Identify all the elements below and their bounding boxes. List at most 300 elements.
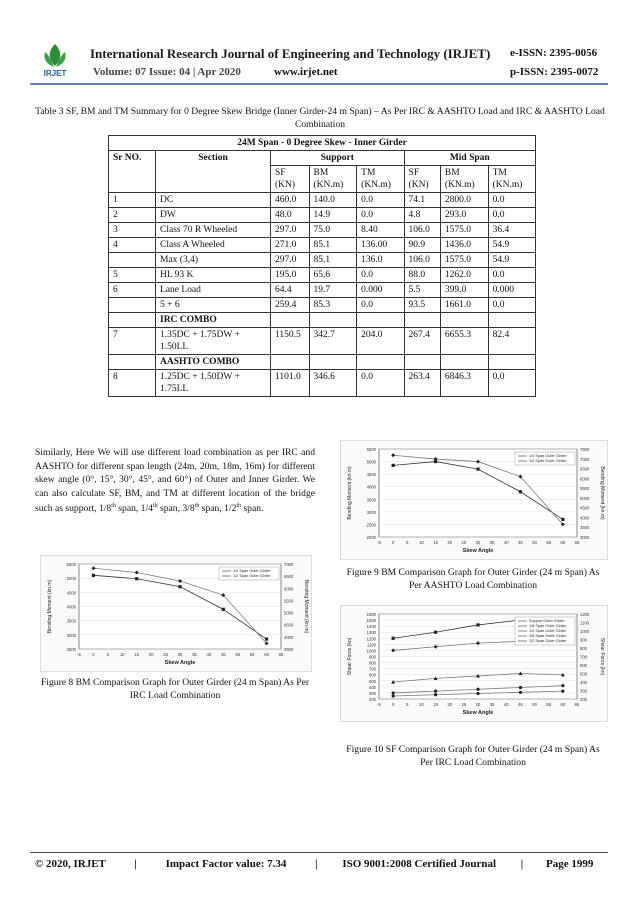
figure-8-chart	[41, 556, 311, 671]
table-group-row	[109, 313, 536, 328]
row-value: 399.0	[440, 283, 488, 298]
x-tick-label: 55	[546, 702, 552, 707]
y-tick-label: 3500	[66, 618, 76, 624]
y-tick-label: 4000	[366, 484, 376, 490]
row-value: 64.4	[271, 283, 310, 298]
row-value: 93.5	[404, 298, 440, 313]
row-value: 0.0	[488, 370, 535, 397]
y-axis-label: Bending Moment (kn.m)	[347, 466, 353, 520]
header-divider	[30, 83, 608, 85]
row-value: 82.4	[488, 328, 535, 355]
y-tick-label: 4500	[366, 472, 376, 478]
data-point	[434, 631, 437, 634]
table-header-row	[109, 151, 536, 166]
row-value: 1575.0	[440, 253, 488, 268]
subheader-cell: SF (KN)	[271, 166, 310, 193]
empty-cell	[440, 355, 488, 370]
y2-tick-label: 200	[580, 697, 587, 702]
row-section: DC	[156, 193, 271, 208]
row-section: 5 + 6	[156, 298, 271, 313]
row-value: 195.0	[271, 268, 310, 283]
para-text: span, 3/8	[157, 503, 195, 515]
row-value: 136.0	[357, 253, 404, 268]
legend-label: 1/8 Span Outer Girder	[529, 624, 567, 628]
x-tick-label: 40	[503, 540, 509, 545]
row-value: 36.4	[488, 223, 535, 238]
x-tick-label: 45	[220, 652, 226, 657]
row-srno: 7	[109, 328, 156, 355]
footer-page: Page 1999	[545, 858, 594, 870]
y2-tick-label: 1200	[580, 612, 590, 617]
row-value: 342.7	[309, 328, 357, 355]
empty-cell	[271, 313, 310, 328]
logo-text: IRJET	[43, 69, 67, 78]
data-point	[392, 694, 395, 697]
row-value: 54.9	[488, 238, 535, 253]
x-tick-label: 10	[419, 702, 424, 707]
row-value: 1150.5	[271, 328, 310, 355]
y-tick-label: 1600	[366, 612, 376, 617]
row-srno: 4	[109, 238, 156, 253]
row-value: 1262.0	[440, 268, 488, 283]
y2-tick-label: 3500	[580, 525, 590, 531]
row-value: 267.4	[404, 328, 440, 355]
data-point	[135, 577, 138, 580]
row-value: 0.0	[357, 208, 404, 223]
figure-8	[40, 555, 312, 672]
header-midspan: Mid Span	[404, 151, 535, 166]
x-tick-label: 0	[391, 702, 395, 707]
y-tick-label: 2000	[366, 535, 376, 540]
y2-tick-label: 4000	[580, 515, 590, 521]
row-value: 75.0	[309, 223, 357, 238]
y-tick-label: 700	[369, 666, 376, 672]
data-point	[561, 518, 564, 521]
para-text: span.	[241, 503, 264, 515]
row-section: Lane Load	[156, 283, 271, 298]
legend-label: 1/4 Span Outer Girder	[529, 629, 567, 633]
table-row	[109, 268, 536, 283]
para-sup: th	[152, 503, 158, 509]
row-value: 85.1	[309, 238, 357, 253]
row-section: Class A Wheeled	[156, 238, 271, 253]
row-srno: 1	[109, 193, 156, 208]
empty-cell	[404, 313, 440, 328]
row-value: 297.0	[271, 253, 310, 268]
x-tick-label: 60	[264, 652, 269, 657]
row-value: 106.0	[404, 253, 440, 268]
row-value: 1575.0	[440, 223, 488, 238]
y-tick-label: 4500	[66, 590, 76, 596]
table-row	[109, 370, 536, 397]
row-value: 0.000	[357, 283, 404, 298]
x-tick-label: 10	[419, 540, 424, 545]
figure-10-caption: Figure 10 SF Comparison Graph for Outer Girder (24 m Span) As Per IRC Load Combination	[346, 744, 600, 768]
x-tick-label: 60	[560, 540, 566, 545]
x-tick-label: 40	[503, 702, 509, 707]
x-axis-label: Skew Angle	[462, 710, 494, 716]
x-tick-label: 35	[489, 702, 495, 707]
y2-tick-label: 4500	[284, 622, 294, 628]
x-tick-label: 30	[475, 702, 481, 707]
footer-impact: Impact Factor value: 7.34	[165, 858, 287, 870]
y-tick-label: 4000	[66, 604, 76, 610]
data-point	[561, 684, 564, 687]
row-value: 54.9	[488, 253, 535, 268]
y2-tick-label: 4500	[580, 505, 590, 511]
x-tick-label: 40	[206, 652, 212, 657]
subheader-cell: TM (KN.m)	[357, 166, 404, 193]
x-tick-label: 55	[249, 652, 255, 657]
x-tick-label: 15	[134, 652, 140, 657]
figure-9-chart	[341, 441, 607, 559]
data-point	[392, 637, 395, 640]
x-tick-label: 25	[461, 702, 467, 707]
y2-tick-label: 7000	[284, 562, 294, 567]
data-point	[561, 690, 564, 693]
y2-axis-label: Bending Moment (kn.m)	[599, 466, 605, 520]
para-sup: th	[236, 503, 242, 509]
row-value: 6655.3	[440, 328, 488, 355]
row-srno: 2	[109, 208, 156, 223]
empty-cell	[488, 313, 535, 328]
group-label: AASHTO COMBO	[156, 355, 271, 370]
y-tick-label: 1000	[366, 648, 376, 654]
y-tick-label: 3000	[66, 632, 76, 638]
y-tick-label: 1100	[366, 642, 376, 648]
y-tick-label: 5000	[366, 459, 376, 465]
x-tick-label: 5	[106, 652, 110, 657]
y2-tick-label: 700	[580, 654, 587, 660]
y2-tick-label: 900	[580, 637, 587, 643]
table-group-row	[109, 355, 536, 370]
y2-tick-label: 6500	[580, 466, 590, 472]
figure-9-caption: Figure 9 BM Comparison Graph for Outer Girder (24 m Span) As Per AASHTO Load Combination	[346, 567, 600, 591]
row-srno: 5	[109, 268, 156, 283]
data-point	[476, 468, 479, 471]
row-value: 263.4	[404, 370, 440, 397]
row-value: 136.00	[357, 238, 404, 253]
table-row	[109, 193, 536, 208]
y2-tick-label: 5500	[580, 486, 590, 492]
y2-tick-label: 600	[580, 663, 587, 668]
table-caption: Table 3 SF, BM and TM Summary for 0 Degree Skew Bridge (Inner Girder-24 m Span) – As Per IRC & AASHTO Load and IRC & AASHTO Load Combination	[35, 106, 605, 130]
footer-sep: |	[134, 858, 137, 870]
y-tick-label: 600	[369, 672, 376, 678]
y2-tick-label: 4000	[284, 634, 294, 640]
y2-tick-label: 300	[580, 688, 587, 694]
data-point	[392, 691, 395, 694]
row-srno: 6	[109, 283, 156, 298]
table-row	[109, 298, 536, 313]
y2-tick-label: 800	[580, 646, 587, 651]
data-point	[392, 464, 395, 467]
x-axis-label: Skew Angle	[462, 548, 494, 554]
row-value: 293.0	[440, 208, 488, 223]
row-value: 19.7	[309, 283, 357, 298]
empty-cell	[488, 355, 535, 370]
row-value: 346.6	[309, 370, 357, 397]
row-value: 0.0	[357, 193, 404, 208]
x-tick-label: 55	[546, 540, 552, 545]
y2-tick-label: 500	[580, 671, 587, 677]
legend-label: 3/8 Span Outer Girder	[529, 634, 567, 638]
eissn: e-ISSN: 2395-0056	[510, 47, 598, 59]
y2-tick-label: 7500	[580, 447, 590, 452]
legend-label: 1/2 Span Outer Girder	[529, 639, 567, 643]
table-row	[109, 238, 536, 253]
website[interactable]: www.irjet.net	[274, 66, 338, 78]
table-row	[109, 208, 536, 223]
empty-cell	[440, 313, 488, 328]
row-section: HL 93 K	[156, 268, 271, 283]
figure-8-caption: Figure 8 BM Comparison Graph for Outer Girder (24 m Span) As Per IRC Load Combination	[40, 677, 310, 701]
y2-tick-label: 1100	[580, 620, 590, 626]
group-label: IRC COMBO	[156, 313, 271, 328]
row-value: 0.0	[488, 193, 535, 208]
row-value: 0.0	[488, 208, 535, 223]
para-sup: th	[111, 503, 116, 509]
y-tick-label: 1500	[366, 618, 376, 624]
row-section: Class 70 R Wheeled	[156, 223, 271, 238]
x-tick-label: 10	[119, 652, 125, 657]
y2-axis-label: Shear Force (kn)	[599, 637, 605, 676]
data-point	[476, 692, 479, 695]
x-tick-label: 25	[461, 540, 467, 545]
y-tick-label: 200	[369, 697, 376, 702]
y2-tick-label: 6000	[284, 586, 294, 592]
y-tick-label: 5000	[66, 576, 76, 582]
para-text: Similarly, Here We will use different load combination as per IRC and AASHTO for different span length (24m, 20m, 18m, 16m) for different skew angle (0°, 15°, 30°, 45°, and 60°) of Outer and Inner Girder. We can also calculate SF, BM, and TM at different location of the bridge such as support, 1/8	[35, 447, 315, 515]
legend-label: Support Outer Girder	[529, 619, 565, 623]
row-srno: 3	[109, 223, 156, 238]
subheader-cell: SF (KN)	[404, 166, 440, 193]
x-tick-label: 25	[163, 652, 168, 657]
figure-10	[340, 605, 608, 722]
row-value: 0.0	[488, 298, 535, 313]
x-tick-label: 50	[235, 652, 241, 657]
y-tick-label: 3500	[366, 497, 376, 503]
y2-tick-label: 1000	[580, 629, 590, 634]
y-tick-label: 1400	[366, 624, 376, 630]
x-axis-label: Skew Angle	[164, 660, 196, 666]
legend-label: 1/2 Span Outer Girder	[529, 459, 567, 463]
data-point	[434, 693, 437, 696]
row-value: 259.4	[271, 298, 310, 313]
x-tick-label: 50	[532, 702, 537, 707]
x-tick-label: 20	[447, 540, 453, 545]
x-tick-label: 0	[391, 540, 395, 545]
legend-label: 1/2 Span Outer Girder	[233, 574, 271, 578]
row-value: 297.0	[271, 223, 310, 238]
data-point	[476, 623, 479, 626]
y2-tick-label: 7000	[580, 456, 590, 462]
header-srno: Sr NO.	[109, 151, 156, 193]
x-tick-label: -5	[377, 540, 381, 545]
para-sup: th	[194, 503, 200, 509]
x-tick-label: 65	[574, 540, 580, 545]
y-tick-label: 5500	[366, 447, 376, 452]
row-value: 106.0	[404, 223, 440, 238]
empty-cell	[109, 313, 156, 328]
y-axis-label: Bending Moment (kn.m)	[47, 579, 53, 634]
y2-tick-label: 400	[580, 680, 587, 685]
y-tick-label: 900	[369, 654, 376, 660]
row-value: 8.40	[357, 223, 404, 238]
y-tick-label: 800	[369, 660, 376, 666]
row-section: DW	[156, 208, 271, 223]
row-value: 88.0	[404, 268, 440, 283]
y-tick-label: 500	[369, 678, 376, 684]
para-text: span, 1/2	[199, 503, 237, 515]
y-tick-label: 2500	[66, 647, 76, 652]
data-point	[476, 688, 479, 691]
row-value: 1436.0	[440, 238, 488, 253]
y-tick-label: 1200	[366, 636, 376, 642]
row-value: 14.9	[309, 208, 357, 223]
row-srno: 8	[109, 370, 156, 397]
x-tick-label: 5	[406, 540, 409, 545]
row-value: 65.6	[309, 268, 357, 283]
page-footer	[35, 858, 613, 870]
x-tick-label: 5	[406, 702, 409, 707]
y-tick-label: 1300	[366, 630, 376, 636]
data-point	[519, 490, 522, 493]
subheader-cell: BM (KN.m)	[440, 166, 488, 193]
row-value: 271.0	[271, 238, 310, 253]
y2-tick-label: 5000	[284, 610, 294, 616]
data-point	[519, 686, 522, 689]
header-section: Section	[156, 151, 271, 193]
footer-iso: ISO 9001:2008 Certified Journal	[342, 858, 497, 870]
y2-tick-label: 6000	[580, 476, 590, 482]
row-section: 1.35DC + 1.75DW + 1.50LL	[156, 328, 271, 355]
table-row	[109, 283, 536, 298]
y-tick-label: 3000	[366, 509, 376, 515]
row-value: 85.3	[309, 298, 357, 313]
row-srno	[109, 253, 156, 268]
legend-label: 1/4 Span Outer Girder	[233, 569, 271, 573]
row-value: 6846.3	[440, 370, 488, 397]
row-value: 0.0	[357, 268, 404, 283]
y-axis-label: Shear Force (kn)	[347, 637, 353, 676]
x-tick-label: 30	[475, 540, 481, 545]
figure-9	[340, 440, 608, 560]
row-value: 85.1	[309, 253, 357, 268]
row-section: Max (3,4)	[156, 253, 271, 268]
x-tick-label: 65	[574, 702, 580, 707]
pissn: p-ISSN: 2395-0072	[510, 66, 599, 78]
row-value: 90.9	[404, 238, 440, 253]
header-support: Support	[271, 151, 405, 166]
body-paragraph	[35, 446, 315, 516]
row-value: 140.0	[309, 193, 357, 208]
para-text: span, 1/4	[115, 503, 153, 515]
x-tick-label: 0	[92, 652, 95, 657]
subheader-cell: BM (KN.m)	[309, 166, 357, 193]
row-value: 460.0	[271, 193, 310, 208]
x-tick-label: 60	[560, 702, 566, 707]
x-tick-label: 20	[148, 652, 154, 657]
table-title-row	[109, 136, 536, 151]
data-point	[92, 574, 95, 577]
y2-tick-label: 6500	[284, 574, 294, 580]
empty-cell	[109, 355, 156, 370]
x-tick-label: 65	[278, 652, 284, 657]
x-tick-label: 35	[489, 540, 495, 545]
summary-table	[108, 135, 536, 397]
x-tick-label: 30	[177, 652, 183, 657]
y-tick-label: 2500	[366, 522, 376, 528]
x-tick-label: 20	[447, 702, 453, 707]
y2-tick-label: 3500	[284, 647, 294, 652]
y-tick-label: 300	[369, 690, 376, 696]
data-point	[434, 690, 437, 693]
table-row	[109, 223, 536, 238]
y2-tick-label: 5000	[580, 495, 590, 501]
empty-cell	[309, 355, 357, 370]
row-value: 0.0	[357, 298, 404, 313]
irjet-logo-icon	[35, 40, 75, 78]
data-point	[222, 608, 225, 611]
row-value: 1101.0	[271, 370, 310, 397]
x-tick-label: 15	[433, 702, 438, 707]
y-tick-label: 400	[369, 684, 376, 690]
row-value: 74.1	[404, 193, 440, 208]
table-title: 24M Span - 0 Degree Skew - Inner Girder	[109, 136, 536, 151]
row-value: 1661.0	[440, 298, 488, 313]
y-tick-label: 5500	[66, 562, 76, 567]
journal-title: International Research Journal of Engineering and Technology (IRJET)	[90, 46, 491, 61]
table-row	[109, 328, 536, 355]
row-value: 0.0	[357, 370, 404, 397]
empty-cell	[271, 355, 310, 370]
footer-copyright: © 2020, IRJET	[35, 858, 106, 870]
row-value: 0.000	[488, 283, 535, 298]
empty-cell	[309, 313, 357, 328]
row-srno	[109, 298, 156, 313]
figure-10-chart	[341, 606, 607, 721]
x-tick-label: 45	[518, 702, 523, 707]
x-tick-label: -5	[77, 652, 81, 657]
row-value: 0.0	[488, 268, 535, 283]
volume-issue: Volume: 07 Issue: 04 | Apr 2020	[93, 66, 241, 78]
empty-cell	[357, 313, 404, 328]
x-tick-label: 35	[192, 652, 197, 657]
x-tick-label: 15	[433, 540, 438, 545]
x-tick-label: 50	[532, 540, 537, 545]
row-value: 5.5	[404, 283, 440, 298]
y2-axis-label: Bending Moment (kn.m)	[303, 579, 309, 634]
row-value: 2800.0	[440, 193, 488, 208]
footer-sep: |	[520, 858, 524, 870]
footer-divider	[30, 852, 608, 853]
y2-tick-label: 5500	[284, 598, 294, 604]
row-value: 48.0	[271, 208, 310, 223]
x-tick-label: -5	[377, 702, 381, 707]
x-tick-label: 45	[518, 540, 523, 545]
row-value: 4.8	[404, 208, 440, 223]
footer-sep: |	[315, 858, 318, 870]
row-section: 1.25DC + 1.50DW + 1.75LL	[156, 370, 271, 397]
data-point	[519, 691, 522, 694]
legend-label: 1/4 Span Outer Girder	[529, 454, 567, 458]
empty-cell	[357, 355, 404, 370]
y2-tick-label: 3000	[580, 535, 590, 540]
data-point	[178, 585, 181, 588]
page-header	[0, 0, 638, 82]
empty-cell	[404, 355, 440, 370]
